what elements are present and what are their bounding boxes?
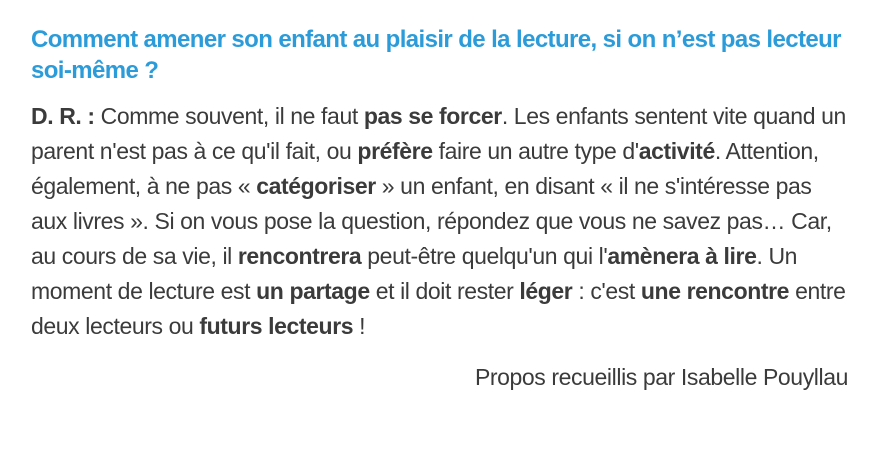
answer-bold-segment: futurs lecteurs [199,313,354,339]
answer-bold-segment: léger [519,278,573,304]
answer-bold-segment: un partage [256,278,370,304]
answer-text-segment: Comme souvent, il ne faut [100,103,364,129]
answer-bold-segment: préfère [357,138,433,164]
answer-bold-segment: D. R. : [31,103,101,129]
answer-text-segment: : c'est [572,278,641,304]
answer-text-segment: » un enfant, en disant « il ne s'intéresse pas aux livres ». Si on vous pose la question, répondez que vous ne savez pas… Car, au cours de sa vie, il [31,173,832,269]
answer-text-segment: . Un moment de lecture est [31,243,798,304]
answer-text-segment: . Les enfants sentent vite quand un parent n'est pas à ce qu'il fait, ou [31,103,846,164]
answer-text-segment: peut-être quelqu'un qui l' [361,243,608,269]
byline: Propos recueillis par Isabelle Pouyllau [474,364,848,390]
answer-text-segment: ! [353,313,366,339]
answer-bold-segment: rencontrera [237,243,362,269]
question-heading: Comment amener son enfant au plaisir de la lecture, si on n’est pas lecteur soi-même ? [31,26,841,84]
answer-bold-segment: une rencontre [640,278,790,304]
answer-bold-segment: activité [638,138,715,164]
answer-bold-segment: amènera à lire [607,243,757,269]
answer-text-segment: et il doit rester [369,278,520,304]
answer-bold-segment: pas se forcer [363,103,502,129]
answer-text-segment: faire un autre type d' [432,138,639,164]
answer-paragraph [31,99,848,344]
answer-text-segment: . Attention, également, à ne pas « [31,138,819,199]
answer-text-segment: entre deux lecteurs ou [31,278,846,339]
answer-bold-segment: catégoriser [256,173,376,199]
